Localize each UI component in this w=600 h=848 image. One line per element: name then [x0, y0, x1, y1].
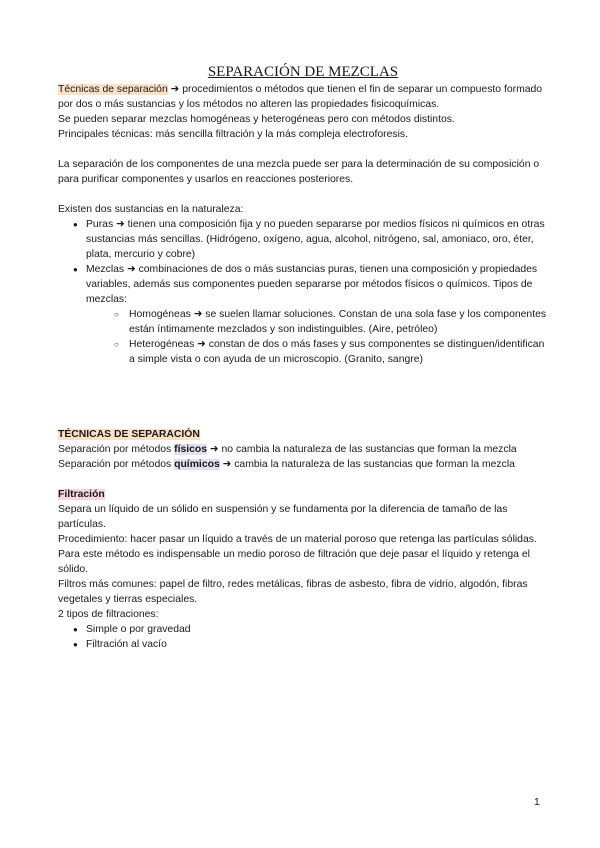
- intro-term: Técnicas de separación: [58, 84, 168, 95]
- mezclas-text: Mezclas ➜ combinaciones de dos o más sustancias puras, tienen una composición y propiedades variables, además sus componentes pueden separarse por métodos físicos o químicos. Tipos de mezclas:: [86, 264, 538, 305]
- substances-list: [58, 217, 548, 367]
- quimicos-line: [58, 457, 548, 472]
- list-item-puras: ● Puras ➜ tienen una composición fija y no pueden separarse por medios físicos ni químicos en otras sustancias más sencillas. (Hidrógeno, oxígeno, agua, alcohol, nitrógeno, sal, amoniaco, oro, éter, plata, mercurio y cobre): [58, 217, 548, 262]
- quimicos-suffix: ➜ cambia la naturaleza de las sustancias que forman la mezcla: [219, 459, 515, 470]
- fisicos-line: [58, 442, 548, 457]
- substances-lead: Existen dos sustancias en la naturaleza:: [58, 204, 244, 215]
- quimicos-word: químicos: [174, 459, 220, 470]
- filtracion-p2: Procedimiento: hacer pasar un líquido a través de un material poroso que retenga las partículas sólidas.: [58, 534, 537, 545]
- list-item-mezclas: [58, 262, 548, 367]
- list-item-vacio: ● Filtración al vacío: [58, 637, 548, 652]
- quimicos-prefix: Separación por métodos: [58, 459, 175, 470]
- fisicos-prefix: Separación por métodos: [58, 444, 175, 455]
- page-content: [58, 62, 548, 652]
- intro-line-3: Principales técnicas: más sencilla filtración y la más compleja electroforesis.: [58, 129, 408, 140]
- mixture-types-list: [58, 307, 548, 367]
- list-item-simple: ● Simple o por gravedad: [58, 622, 548, 637]
- tecnicas-heading-text: TÉCNICAS DE SEPARACIÓN: [58, 429, 200, 440]
- fisicos-word: físicos: [174, 444, 208, 455]
- page-number: 1: [534, 797, 540, 808]
- filtration-types-list: [58, 622, 548, 652]
- list-item-homogeneas: ○ Homogéneas ➜ se suelen llamar soluciones. Constan de una sola fase y los componentes están íntimamente mezclados y son indistinguibles. (Aire, petróleo): [58, 307, 548, 337]
- intro-definition: procedimientos o métodos que tienen el fin de separar un compuesto formado por dos o más sustancias y los métodos no alteren las propiedades fisicoquímicas.: [58, 84, 543, 110]
- purpose-paragraph: La separación de los componentes de una mezcla puede ser para la determinación de su composición o para purificar componentes y usarlos en reacciones posteriores.: [58, 159, 540, 185]
- page-title: SEPARACIÓN DE MEZCLAS: [207, 64, 399, 80]
- filtracion-heading: [58, 487, 548, 502]
- tecnicas-heading: [58, 427, 548, 442]
- filtracion-p1: Separa un líquido de un sólido en suspensión y se fundamenta por la diferencia de tamaño de las partículas.: [58, 504, 508, 530]
- filtracion-p3: Para este método es indispensable un medio poroso de filtración que deje pasar el líquido y retenga el sólido.: [58, 549, 530, 575]
- fisicos-suffix: ➜ no cambia la naturaleza de las sustancias que forman la mezcla: [207, 444, 517, 455]
- filtracion-heading-text: Filtración: [58, 489, 105, 500]
- filtracion-p5: 2 tipos de filtraciones:: [58, 609, 159, 620]
- filtracion-p4: Filtros más comunes: papel de filtro, redes metálicas, fibras de asbesto, fibra de vidrio, algodón, fibras vegetales y tierras especiales.: [58, 579, 528, 605]
- intro-paragraph: [58, 82, 548, 112]
- intro-line-2: Se pueden separar mezclas homogéneas y heterogéneas pero con métodos distintos.: [58, 114, 455, 125]
- list-item-heterogeneas: ○ Heterogéneas ➜ constan de dos o más fases y sus componentes se distinguen/identifican a simple vista o con ayuda de un microscopio. (Granito, sangre): [58, 337, 548, 367]
- intro-arrow: ➜: [167, 84, 183, 95]
